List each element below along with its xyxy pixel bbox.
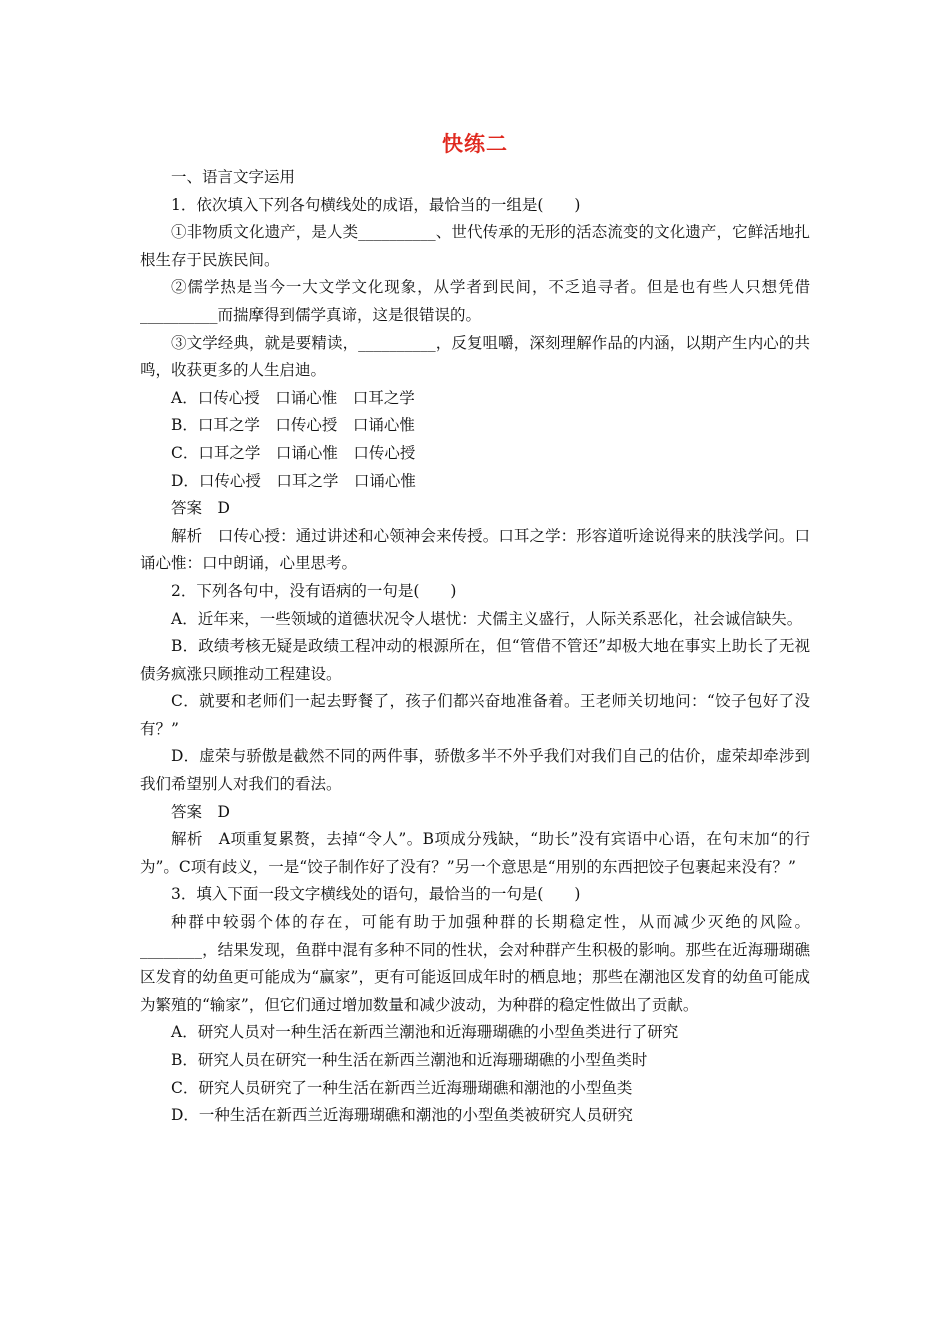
- question-2-stem: 2．下列各句中，没有语病的一句是( ): [171, 581, 457, 600]
- question-3-option-b: B．研究人员在研究一种生活在新西兰潮池和近海珊瑚礁的小型鱼类时: [171, 1051, 648, 1069]
- question-3-option-d: D．一种生活在新西兰近海珊瑚礁和潮池的小型鱼类被研究人员研究: [171, 1106, 633, 1125]
- question-1-sentence-1: ①非物质文化遗产，是人类__________、世代传承的无形的活态流变的文化遗产，它鲜活地扎根生存于民族民间。: [140, 223, 810, 269]
- question-1-option-b: B．口耳之学 口传心授 口诵心惟: [171, 416, 415, 435]
- page-title: 快练二: [442, 132, 508, 156]
- question-1-option-c: C．口耳之学 口诵心惟 口传心授: [171, 443, 416, 462]
- question-2-option-d: D．虚荣与骄傲是截然不同的两件事，骄傲多半不外乎我们对我们自己的估价，虚荣却牵涉到我们希望别人对我们的看法。: [140, 747, 810, 794]
- question-3-passage: 种群中较弱个体的存在，可能有助于加强种群的长期稳定性，从而减少灭绝的风险。________，结果发现，鱼群中混有多种不同的性状，会对种群产生积极的影响。那些在近海珊瑚礁区发育的幼鱼更可能成为“赢家”，更有可能返回成年时的栖息地；那些在潮池区发育的幼鱼可能成为繁殖的“输家”，但它们通过增加数量和减少波动，为种群的稳定性做出了贡献。: [140, 913, 810, 1014]
- question-2-option-a: A．近年来，一些领域的道德状况令人堪忧：犬儒主义盛行，人际关系恶化，社会诚信缺失。: [171, 609, 803, 628]
- question-1-option-d: D．口传心授 口耳之学 口诵心惟: [171, 471, 416, 490]
- question-2-explanation: 解析 A项重复累赘，去掉“令人”。B项成分残缺，“助长”没有宾语中心语，在句末加“的行为”。C项有歧义，一是“饺子制作好了没有？”另一个意思是“用别的东西把饺子包裹起来没有？”: [140, 830, 810, 876]
- question-3-option-c: C．研究人员研究了一种生活在新西兰近海珊瑚礁和潮池的小型鱼类: [171, 1078, 633, 1097]
- section-heading: 一、语言文字运用: [171, 168, 296, 186]
- question-2-option-c: C．就要和老师们一起去野餐了，孩子们都兴奋地准备着。王老师关切地问：“饺子包好了没有？”: [140, 692, 810, 738]
- question-1-sentence-3: ③文学经典，就是要精读，__________，反复咀嚼，深刻理解作品的内涵，以期产生内心的共鸣，收获更多的人生启迪。: [140, 333, 810, 380]
- question-2-option-b: B．政绩考核无疑是政绩工程冲动的根源所在，但“管借不管还”却极大地在事实上助长了无视债务疯涨只顾推动工程建设。: [140, 637, 810, 683]
- question-1-stem: 1．依次填入下列各句横线处的成语，最恰当的一组是( ): [171, 195, 581, 214]
- question-1-explanation: 解析 口传心授：通过讲述和心领神会来传授。口耳之学：形容道听途说得来的肤浅学问。口诵心惟：口中朗诵，心里思考。: [140, 526, 810, 573]
- question-2-answer: 答案 D: [171, 802, 230, 821]
- question-3-stem: 3．填入下面一段文字横线处的语句，最恰当的一句是( ): [171, 885, 581, 904]
- question-1-sentence-2: ②儒学热是当今一大文学文化现象，从学者到民间，不乏追寻者。但是也有些人只想凭借__________而揣摩得到儒学真谛，这是很错误的。: [140, 278, 810, 324]
- question-1-option-a: A．口传心授 口诵心惟 口耳之学: [171, 388, 415, 407]
- question-1-answer: 答案 D: [171, 499, 230, 518]
- question-3-option-a: A．研究人员对一种生活在新西兰潮池和近海珊瑚礁的小型鱼类进行了研究: [171, 1023, 679, 1042]
